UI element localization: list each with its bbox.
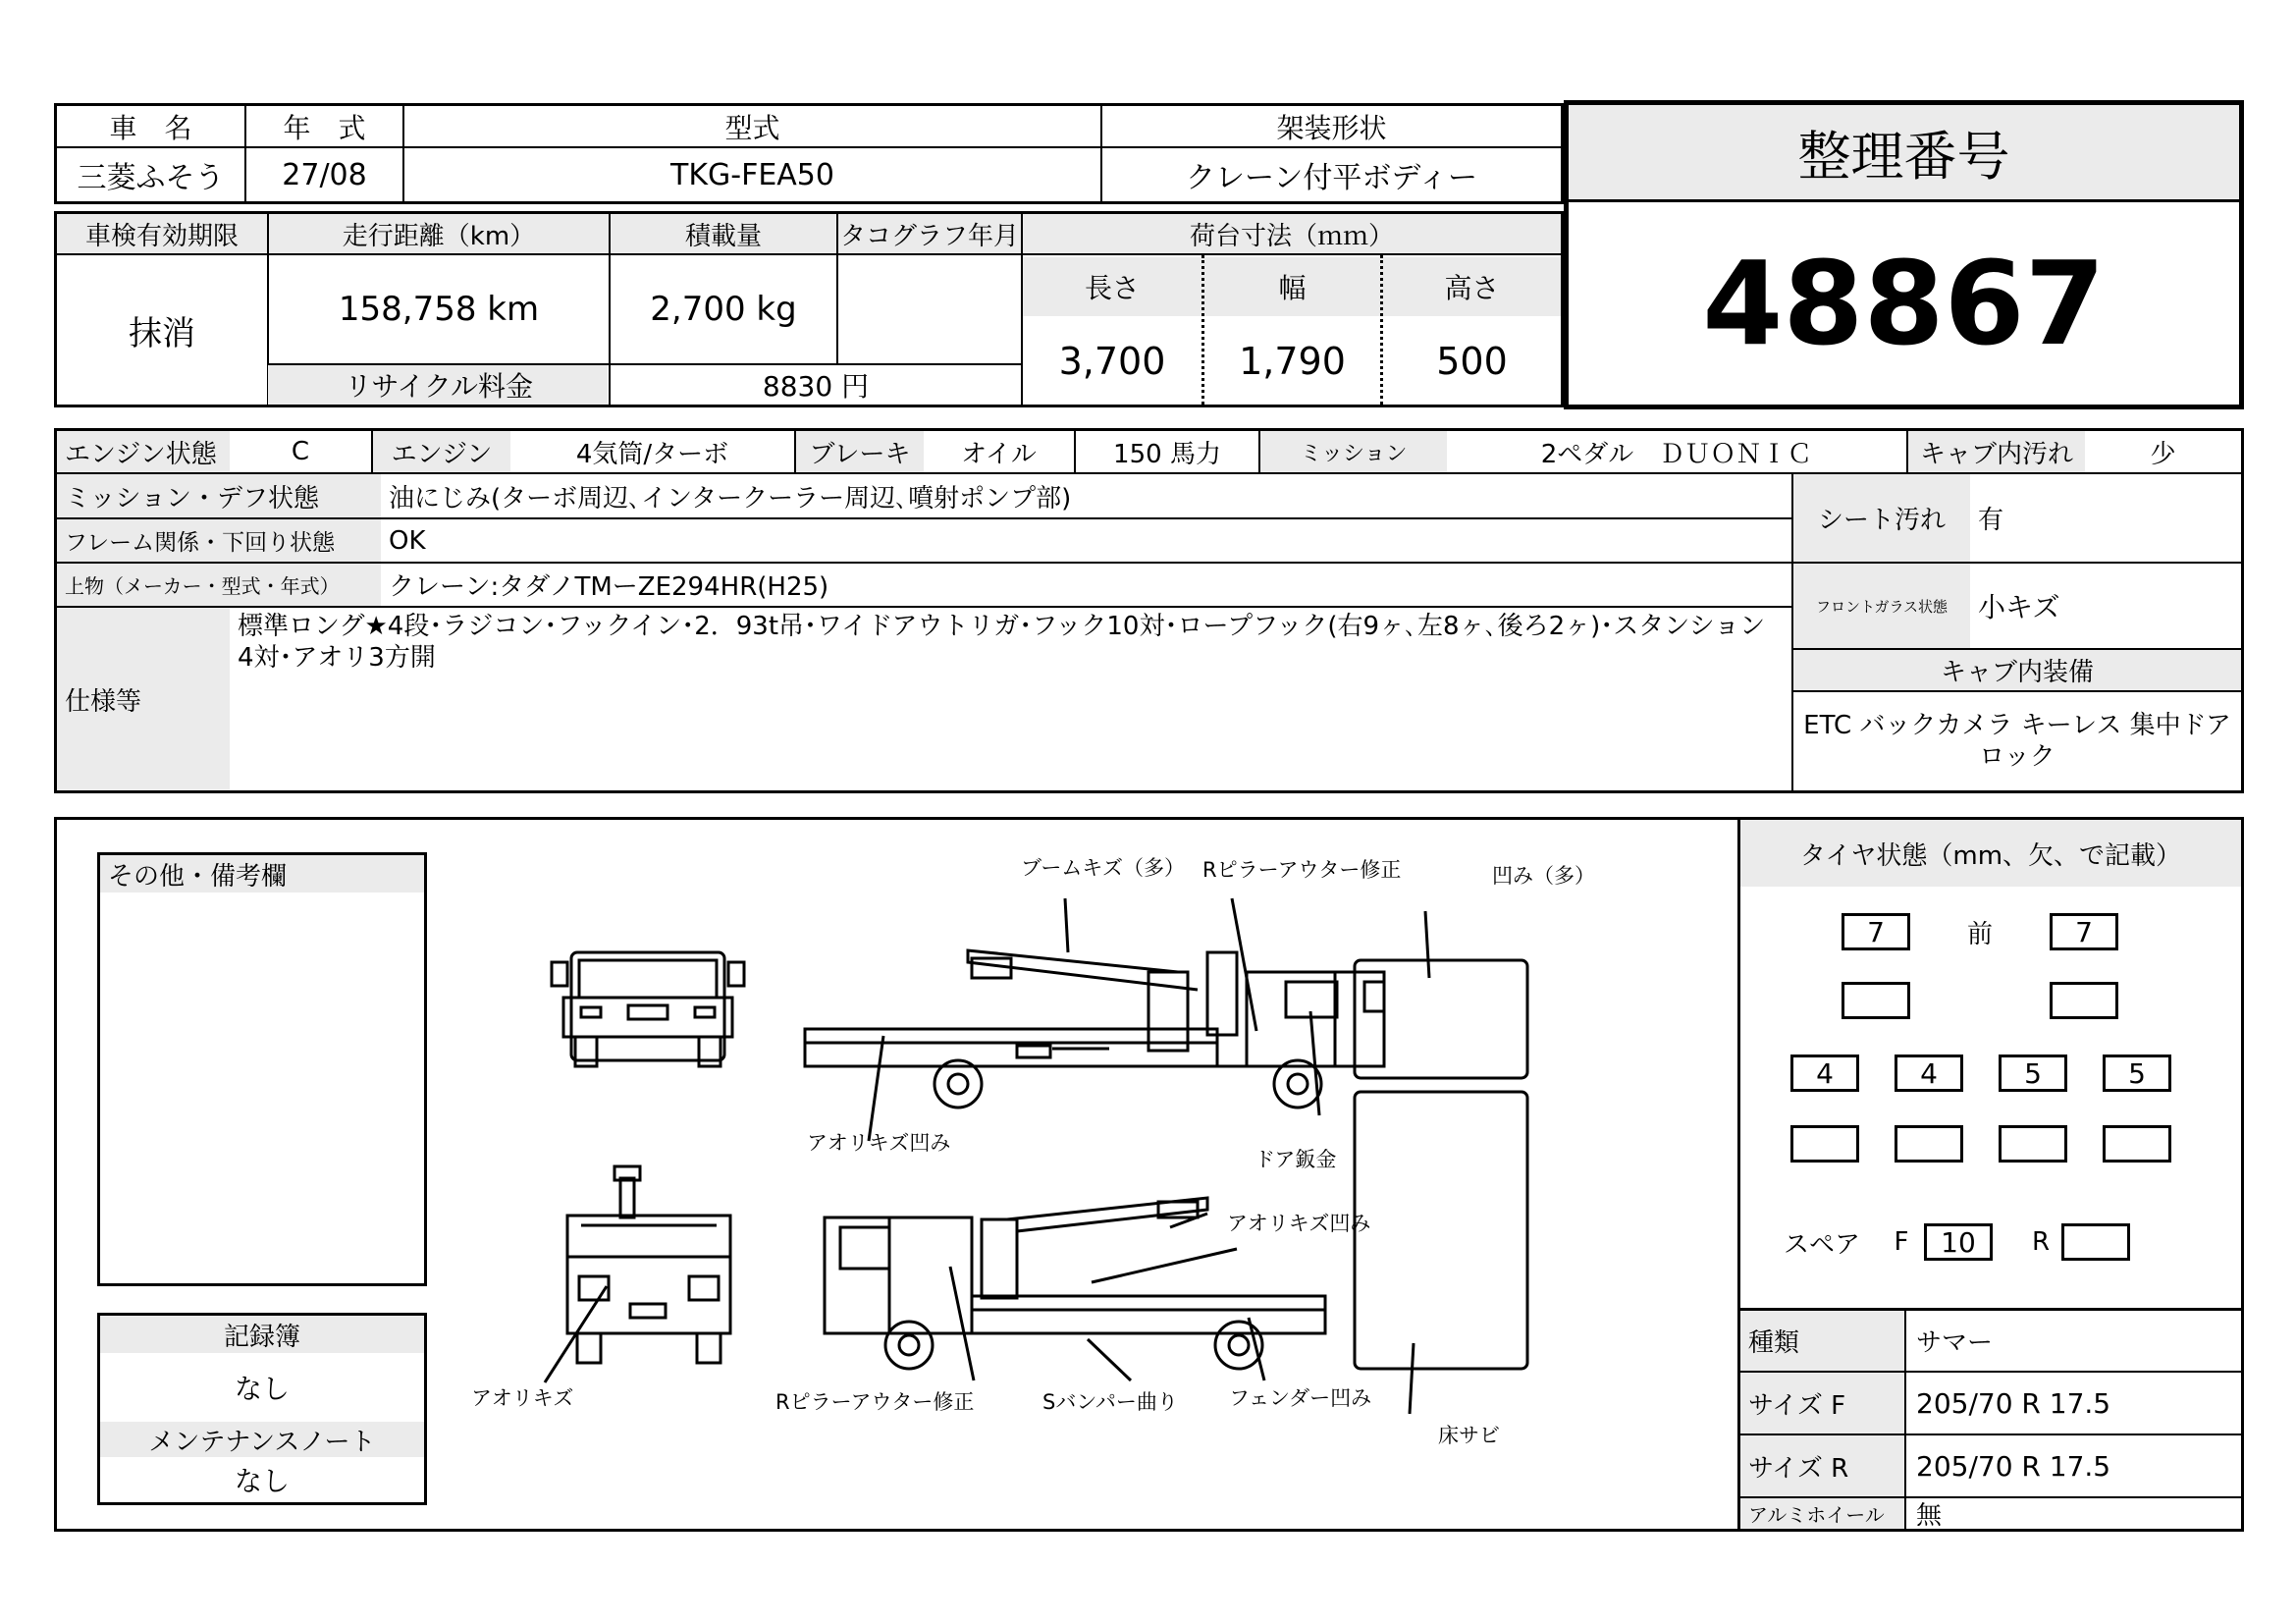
- horsepower: 150 馬力: [1113, 439, 1221, 469]
- tire-rear-inner-2: [1895, 1125, 1963, 1163]
- engine-state: C: [291, 437, 310, 466]
- size-r-value: 205/70 R 17.5: [1916, 1449, 2111, 1483]
- reference-label: 整理番号: [1797, 125, 2010, 188]
- spec-value: 標準ロング★4段･ラジコン･フックイン･2．93t吊･ワイドアウトリガ･フック10対･ロープフック(右9ヶ､左8ヶ､後ろ2ヶ)･スタンション4対･アオリ3方開: [238, 612, 1766, 673]
- truck-front-view-icon: [552, 952, 744, 1066]
- engine-value: 4気筒/ターボ: [575, 439, 729, 469]
- spare-f-value: 10: [1924, 1223, 1993, 1261]
- frame-value: OK: [389, 525, 426, 556]
- tire-front-right-inner: [2050, 982, 2118, 1019]
- spare-r-value: [2061, 1223, 2130, 1261]
- note-rpillar-top: Rピラーアウター修正: [1202, 858, 1402, 882]
- note-fender: フェンダー凹み: [1229, 1386, 1372, 1410]
- seat-dirt-value: 有: [1978, 506, 2004, 535]
- year-label: 年 式: [283, 111, 366, 144]
- height-value: 500: [1436, 340, 1508, 383]
- note-boom-scratch: ブームキズ（多）: [1021, 856, 1185, 880]
- model-label: 型式: [724, 111, 780, 144]
- mission-diff-label: ミッション・デフ状態: [65, 483, 319, 514]
- note-floor-rust: 床サビ: [1438, 1424, 1500, 1447]
- cab-dirt-label: キャブ内汚れ: [1919, 439, 2073, 469]
- remarks-box: [97, 852, 427, 1286]
- windshield-label: フロントガラス状態: [1815, 597, 1949, 616]
- record-label: 記録簿: [223, 1322, 300, 1352]
- truck-damage-diagram: [432, 825, 1728, 1522]
- tacho-value: [838, 255, 1021, 363]
- truck-rear-view-icon: [567, 1166, 730, 1363]
- engine-state-label: エンジン状態: [65, 439, 217, 469]
- model-year: 27/08: [282, 157, 367, 192]
- tire-type-value: サマー: [1916, 1328, 1994, 1358]
- note-aori-dent-top: アオリキズ凹み: [807, 1131, 951, 1155]
- tire-front-label: 前: [1966, 919, 1993, 949]
- tire-front-left-inner: [1842, 982, 1910, 1019]
- car-name: 三菱ふそう: [77, 161, 225, 195]
- spare-r-label: R: [2031, 1227, 2051, 1257]
- mileage-label: 走行距離（km）: [342, 221, 536, 251]
- frame-label: フレーム関係・下回り状態: [65, 530, 336, 556]
- width-label: 幅: [1278, 272, 1307, 304]
- windshield-value: 小キズ: [1978, 591, 2060, 623]
- recycle-label: リサイクル料金: [344, 370, 534, 403]
- tire-type-label: 種類: [1748, 1328, 1800, 1358]
- size-r-label: サイズ R: [1748, 1453, 1849, 1484]
- length-value: 3,700: [1058, 340, 1166, 383]
- upper-value: クレーン:タダノTMーZE294HR(H25): [389, 572, 829, 602]
- seat-dirt-label: シート汚れ: [1817, 506, 1946, 535]
- tire-rear-3: 5: [1999, 1055, 2067, 1092]
- tire-rear-2: 4: [1895, 1055, 1963, 1092]
- tire-rear-4: 5: [2103, 1055, 2171, 1092]
- body-type-label: 架装形状: [1276, 111, 1387, 144]
- cab-equip-label: キャブ内装備: [1940, 658, 2094, 687]
- brake-label: ブレーキ: [809, 439, 911, 469]
- tire-rear-inner-4: [2103, 1125, 2171, 1163]
- reference-number: 48867: [1702, 236, 2106, 371]
- bed-dims-label: 荷台寸法（ｍｍ）: [1189, 221, 1394, 251]
- spec-label: 仕様等: [65, 686, 142, 717]
- mission-diff-value: 油にじみ(ターボ周辺､インタークーラー周辺､噴射ポンプ部): [389, 483, 1072, 514]
- body-type: クレーン付平ボディー: [1186, 161, 1477, 195]
- note-rpillar-bottom: Rピラーアウター修正: [775, 1390, 975, 1414]
- spare-f-label: F: [1894, 1227, 1909, 1257]
- remarks-label: その他・備考欄: [108, 861, 288, 892]
- engine-label: エンジン: [391, 439, 493, 469]
- cab-equip-value: ETC バックカメラ キーレス 集中ドアロック: [1803, 711, 2231, 772]
- mileage-value: 158,758 km: [338, 290, 540, 329]
- capacity-value: 2,700 kg: [650, 290, 797, 329]
- length-label: 長さ: [1084, 272, 1140, 304]
- inspection-label: 車検有効期限: [84, 221, 239, 251]
- truck-left-side-view-icon: [805, 950, 1384, 1108]
- tire-front-left: 7: [1842, 913, 1910, 950]
- alloy-value: 無: [1916, 1501, 1943, 1531]
- record-value: なし: [234, 1373, 290, 1405]
- model-code: TKG-FEA50: [670, 157, 834, 192]
- note-aori-scratch: アオリキズ: [471, 1386, 574, 1410]
- spare-label: スペア: [1783, 1229, 1860, 1260]
- alloy-label: アルミホイール: [1748, 1503, 1885, 1527]
- recycle-value: 8830 円: [762, 370, 870, 403]
- inspection-value: 抹消: [129, 313, 195, 353]
- capacity-label: 積載量: [684, 221, 762, 251]
- maintenance-value: なし: [234, 1465, 290, 1497]
- size-f-label: サイズ F: [1748, 1390, 1846, 1421]
- note-aori-dent-bottom: アオリキズ凹み: [1227, 1212, 1371, 1235]
- cab-dirt-value: 少: [2150, 439, 2176, 469]
- note-door: ドア鈑金: [1255, 1148, 1337, 1171]
- size-f-value: 205/70 R 17.5: [1916, 1386, 2111, 1420]
- bed-floor-front-icon: [1355, 960, 1527, 1078]
- tire-rear-inner-3: [1999, 1125, 2067, 1163]
- upper-label: 上物（メーカー・型式・年式）: [65, 574, 340, 598]
- tire-title: タイヤ状態（mm、欠、で記載）: [1799, 840, 2182, 871]
- brake-value: オイル: [961, 439, 1037, 469]
- tacho-label: タコグラフ年月: [839, 221, 1019, 251]
- car-name-label: 車 名: [109, 111, 192, 144]
- tire-front-right: 7: [2050, 913, 2118, 950]
- width-value: 1,790: [1239, 340, 1346, 383]
- note-dent-many: 凹み（多）: [1492, 864, 1595, 888]
- tire-rear-inner-1: [1790, 1125, 1859, 1163]
- tire-rear-1: 4: [1790, 1055, 1859, 1092]
- bed-floor-rear-icon: [1355, 1092, 1527, 1369]
- transmission-value: 2ペダル ＤＵＯＮＩＣ: [1540, 439, 1813, 469]
- maintenance-label: メンテナンスノート: [148, 1427, 376, 1457]
- transmission-label: ミッション: [1300, 441, 1408, 466]
- height-label: 高さ: [1444, 272, 1500, 304]
- note-bumper: Sバンパー曲り: [1042, 1390, 1178, 1414]
